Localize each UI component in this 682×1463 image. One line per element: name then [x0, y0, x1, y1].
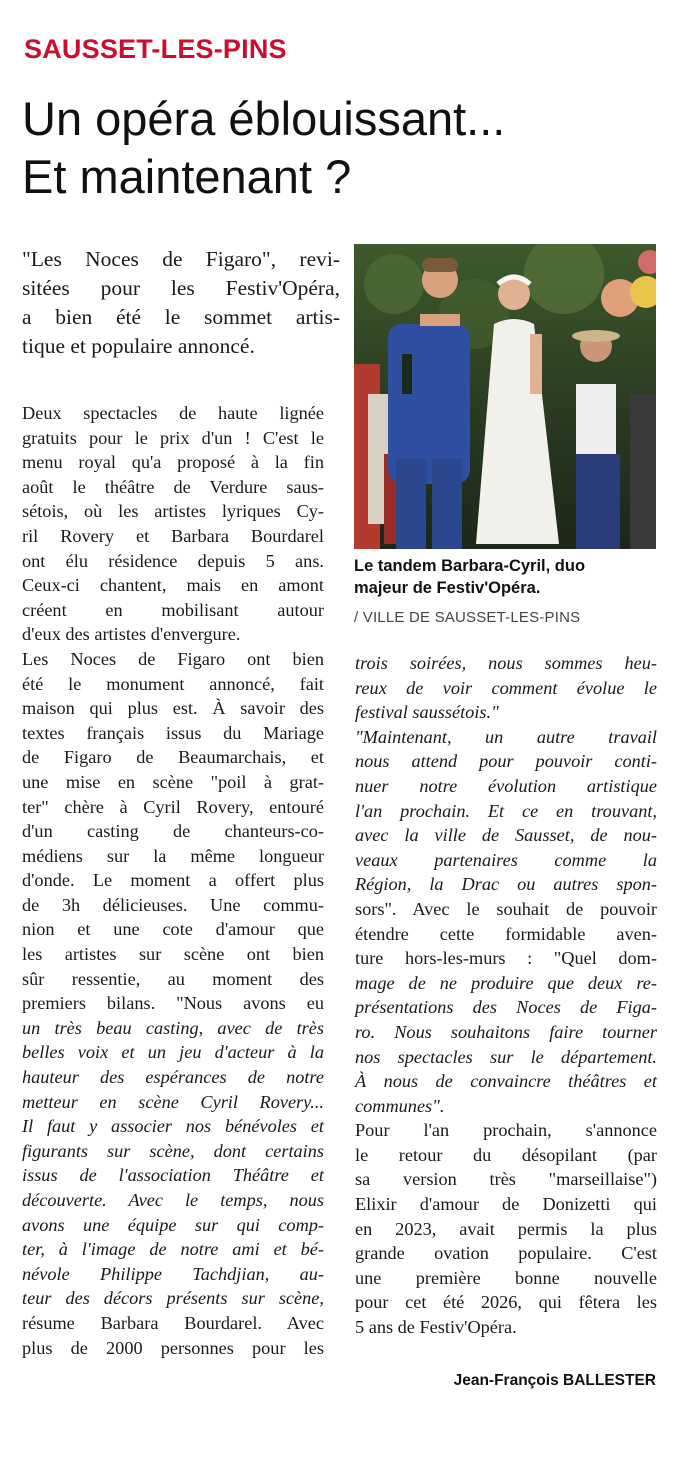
article-column-2 [355, 651, 657, 1340]
article-line: "Maintenant, un autre travail [355, 726, 657, 747]
article-line: ont élu résidence depuis 5 ans. [22, 550, 324, 571]
article-line: les artistes sur scène ont bien [22, 944, 324, 965]
article-photo [354, 244, 656, 549]
article-line: communes". [355, 1095, 445, 1116]
headline [22, 90, 662, 206]
article-line: un très beau casting, avec de très [22, 1017, 324, 1038]
article-line: l'an prochain. Et ce en trouvant, [355, 800, 657, 821]
article-line: présentations des Noces de Figa- [355, 997, 657, 1018]
lead-paragraph [22, 245, 340, 361]
article-line: Les Noces de Figaro ont bien [22, 648, 324, 669]
article-line: ture hors-les-murs : "Quel dom- [355, 948, 657, 969]
article-line: résume Barbara Bourdarel. Avec [22, 1312, 324, 1333]
photo-credit: / VILLE DE SAUSSET-LES-PINS [354, 609, 581, 626]
opera-stage-photo [354, 244, 656, 549]
article-line: de 3h délicieuses. Une commu- [22, 894, 324, 915]
article-line: mage de ne produire que deux re- [355, 972, 657, 993]
headline-line: Et maintenant ? [22, 150, 352, 203]
headline-line: Un opéra éblouissant... [22, 92, 506, 145]
article-line: gratuits pour le prix d'un ! C'est le [22, 427, 324, 448]
caption-line: Le tandem Barbara-Cyril, duo [354, 557, 586, 575]
article-line: étendre cette formidable aven- [355, 923, 657, 944]
article-line: trois soirées, nous sommes heu- [355, 653, 657, 673]
article-line: en 2023, avait permis la plus [355, 1218, 657, 1239]
photo-caption [354, 555, 656, 599]
article-line: d'un casting de chanteurs-co- [22, 821, 324, 842]
article-line: ter" chère à Cyril Rovery, entouré [22, 796, 324, 817]
article-line: ter, à l'image de notre ami et bé- [22, 1239, 324, 1260]
article-line: d'onde. Le moment a offert plus [22, 870, 324, 891]
article-line: une première bonne nouvelle [355, 1267, 657, 1288]
article-line: août le théâtre de Verdure saus- [22, 476, 324, 497]
lead-line: a bien été le sommet artis- [22, 305, 340, 329]
article-line: reux de voir comment évolue le [355, 677, 657, 698]
article-line: ril Rovery et Barbara Bourdarel [22, 525, 324, 546]
article-line: une mise en scène "poil à grat- [22, 771, 324, 792]
article-line: metteur en scène Cyril Rovery... [22, 1091, 324, 1112]
article-line: plus de 2000 personnes pour les [22, 1337, 324, 1358]
article-line: 5 ans de Festiv'Opéra. [355, 1317, 517, 1338]
author-byline: Jean-François BALLESTER [453, 1372, 656, 1389]
article-line: Ceux-ci chantent, mais en amont [22, 575, 324, 596]
article-line: d'eux des artistes d'envergure. [22, 624, 241, 645]
article-line: Elixir d'amour de Donizetti qui [355, 1194, 657, 1215]
article-line: créent en mobilisant autour [22, 599, 324, 620]
article-line: nuer notre évolution artistique [355, 775, 657, 796]
article-line: figurants sur scène, dont certains [22, 1140, 324, 1161]
article-line: sa version très "marseillaise") [355, 1169, 657, 1190]
article-line: festival saussétois." [355, 702, 499, 723]
article-line: premiers bilans. "Nous avons eu [22, 993, 324, 1014]
article-line: maison qui plus est. À savoir des [22, 698, 324, 719]
article-line: À nous de convaincre théâtres et [355, 1071, 657, 1092]
article-line: Il faut y associer nos bénévoles et [22, 1116, 324, 1137]
article-line: Deux spectacles de haute lignée [22, 403, 324, 423]
article-line: teur des décors présents sur scène, [22, 1288, 324, 1309]
article-line: sors". Avec le souhait de pouvoir [355, 898, 657, 919]
lead-line: tique et populaire annoncé. [22, 334, 255, 358]
article-line: textes français issus du Mariage [22, 722, 324, 743]
lead-line: sitées pour les Festiv'Opéra, [22, 276, 340, 300]
article-line: grande ovation populaire. C'est [355, 1243, 657, 1264]
article-line: ro. Nous souhaitons faire tourner [355, 1021, 657, 1042]
article-line: Pour l'an prochain, s'annonce [355, 1120, 657, 1141]
article-column-1 [22, 401, 324, 1360]
article-line: de Figaro de Beaumarchais, et [22, 747, 324, 768]
article-line: médiens sur la même longueur [22, 845, 324, 866]
article-line: nous attend pour pouvoir conti- [355, 751, 657, 772]
section-kicker: SAUSSET-LES-PINS [24, 34, 287, 64]
article-line: nion et une cote d'amour que [22, 919, 324, 940]
article-line: avons une équipe sur qui comp- [22, 1214, 324, 1235]
article-line: Région, la Drac ou autres spon- [355, 874, 657, 895]
article-line: belles voix et un jeu d'acteur à la [22, 1042, 324, 1063]
lead-line: "Les Noces de Figaro", revi- [22, 247, 340, 271]
caption-line: majeur de Festiv'Opéra. [354, 579, 541, 597]
article-line: sétois, où les artistes lyriques Cy- [22, 501, 324, 522]
article-line: été le monument annoncé, fait [22, 673, 324, 694]
article-line: issus de l'association Théâtre et [22, 1165, 324, 1186]
article-line: névole Philippe Tachdjian, au- [22, 1263, 324, 1284]
article-line: hauteur des espérances de notre [22, 1067, 324, 1088]
article-line: sûr ressentie, au moment des [22, 968, 324, 989]
article-line: nos spectacles sur le département. [355, 1046, 657, 1067]
article-line: le retour du désopilant (par [355, 1144, 657, 1165]
article-line: découverte. Avec le temps, nous [22, 1190, 324, 1210]
article-line: pour cet été 2026, qui fêtera les [355, 1292, 657, 1313]
article-line: veaux partenaires comme la [355, 849, 657, 870]
article-line: avec la ville de Sausset, de nou- [355, 825, 657, 846]
article-line: menu royal qu'a proposé à la fin [22, 452, 324, 473]
